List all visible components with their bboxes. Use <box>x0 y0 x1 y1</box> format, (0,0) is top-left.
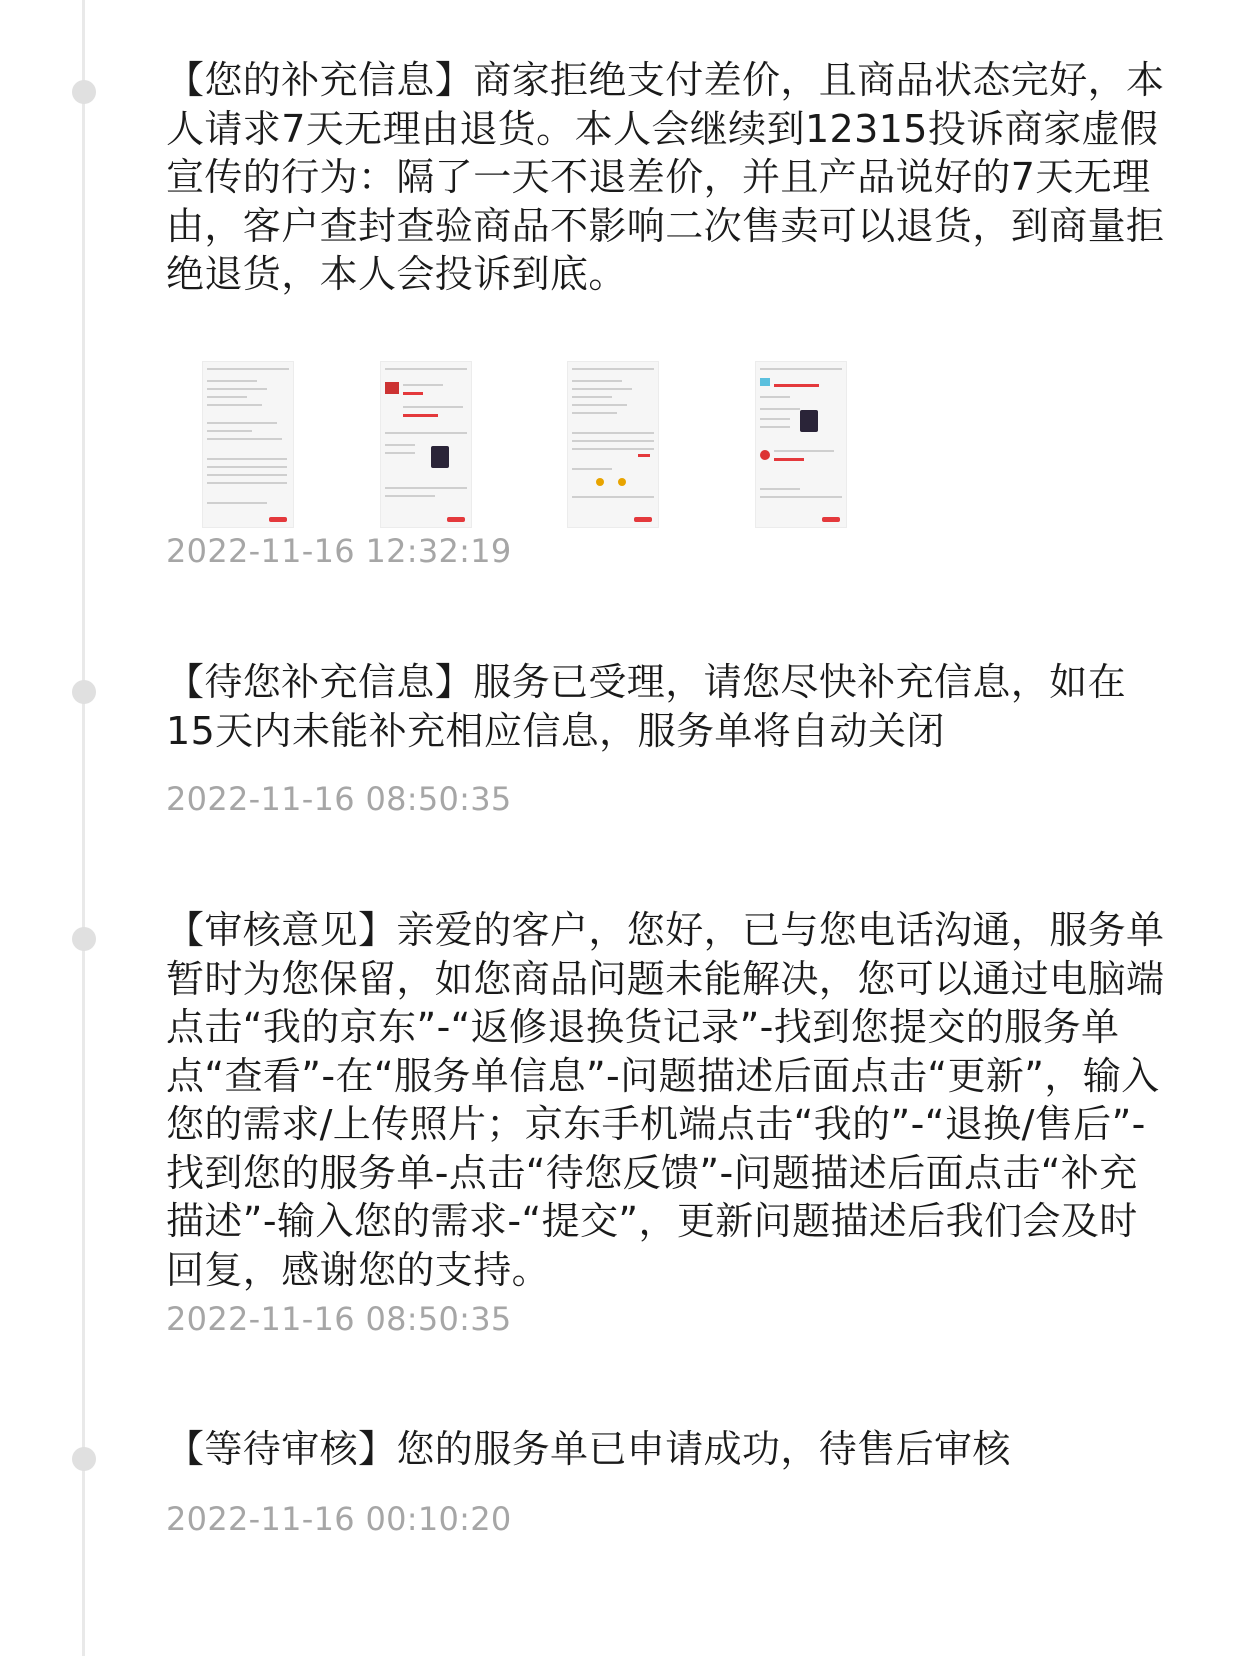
timeline-dot <box>72 927 96 951</box>
attachment-thumbnail[interactable] <box>380 361 472 528</box>
attachment-thumbnail[interactable] <box>755 361 847 528</box>
attachment-thumbnail[interactable] <box>202 361 294 528</box>
entry-text: 【待您补充信息】服务已受理，请您尽快补充信息，如在15天内未能补充相应信息，服务单将自动关闭 <box>166 660 1127 753</box>
entry-text: 【您的补充信息】商家拒绝支付差价，且商品状态完好，本人请求7天无理由退货。本人会继续到12315投诉商家虚假宣传的行为：隔了一天不退差价，并且产品说好的7天无理由，客户查封查验商品不影响二次售卖可以退货，到商量拒绝退货，本人会投诉到底。 <box>166 58 1165 296</box>
timeline-dot <box>72 80 96 104</box>
entry-timestamp: 2022-11-16 00:10:20 <box>166 1500 512 1538</box>
timeline-dot <box>72 1447 96 1471</box>
entry-text: 【审核意见】亲爱的客户，您好，已与您电话沟通，服务单暂时为您保留，如您商品问题未能解决，您可以通过电脑端点击“我的京东”-“返修退换货记录”-找到您提交的服务单点“查看”-在“服务单信息”-问题描述后面点击“更新”，输入您的需求/上传照片；京东手机端点击“我的”-“退换/售后”-找到您的服务单-点击“待您反馈”-问题描述后面点击“补充描述”-输入您的需求-“提交”，更新问题描述后我们会及时回复，感谢您的支持。 <box>166 908 1165 1292</box>
entry-timestamp: 2022-11-16 08:50:35 <box>166 780 512 818</box>
timeline-line <box>82 0 85 1656</box>
timeline-dot <box>72 680 96 704</box>
entry-timestamp: 2022-11-16 12:32:19 <box>166 532 512 570</box>
entry-text: 【等待审核】您的服务单已申请成功，待售后审核 <box>166 1427 1011 1471</box>
attachment-thumbnail[interactable] <box>567 361 659 528</box>
entry-timestamp: 2022-11-16 08:50:35 <box>166 1300 512 1338</box>
